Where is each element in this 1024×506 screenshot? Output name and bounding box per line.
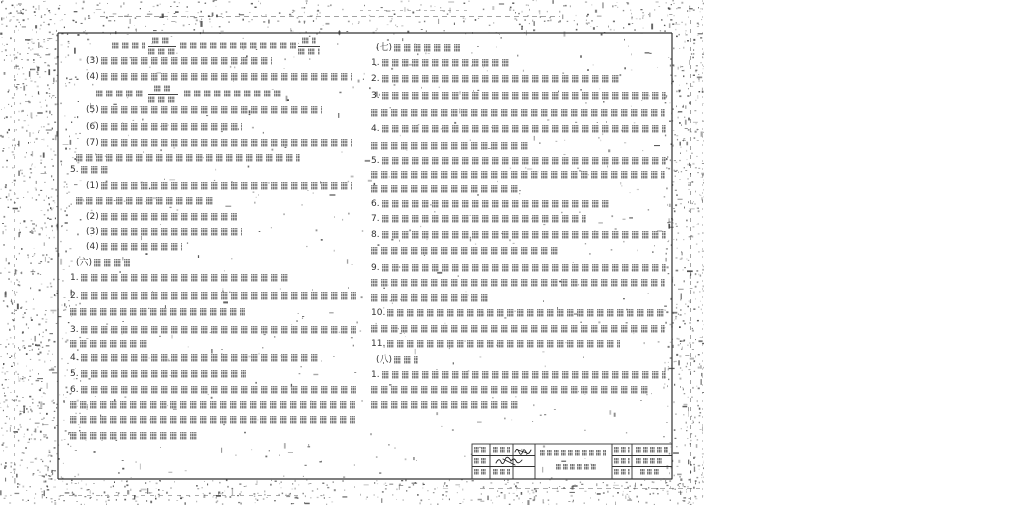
left-line (70, 431, 200, 441)
item-number: (3) (86, 56, 99, 66)
left-line (86, 242, 182, 252)
illegible-text (382, 371, 666, 379)
title-block-label (614, 458, 630, 464)
right-line (371, 385, 650, 395)
left-line (86, 138, 352, 148)
item-number: 5. (70, 165, 79, 175)
illegible-text (81, 292, 356, 300)
title-block-name (493, 469, 510, 475)
illegible-text (382, 59, 511, 67)
illegible-text (101, 123, 242, 131)
item-number: 8. (371, 230, 380, 240)
illegible-text (382, 264, 666, 272)
right-line (371, 184, 520, 194)
illegible-text (371, 325, 665, 333)
left-line (70, 400, 355, 410)
right-line (371, 400, 520, 410)
fraction-denominator (148, 96, 178, 103)
item-number: 11. (371, 339, 386, 349)
left-line (70, 339, 150, 349)
section-number: (六) (76, 258, 93, 268)
section-number: (七) (376, 43, 393, 53)
right-line (371, 199, 611, 209)
illegible-text (94, 259, 130, 267)
signature-checker (496, 457, 522, 465)
item-number: 7. (371, 214, 380, 224)
illegible-text (81, 370, 246, 378)
illegible-text (101, 139, 352, 147)
illegible-text (70, 401, 355, 409)
title-block-label (614, 447, 630, 453)
right-heading (376, 43, 460, 53)
illegible-text (101, 243, 182, 251)
illegible-text (101, 213, 237, 221)
right-line (371, 108, 665, 118)
illegible-text (394, 356, 418, 364)
signature-reviewer (515, 450, 531, 455)
item-number: 4. (371, 124, 380, 134)
item-number: 5. (371, 156, 380, 166)
illegible-text (371, 401, 520, 409)
item-number: 6. (371, 199, 380, 209)
right-line (371, 230, 666, 240)
right-line (371, 246, 560, 256)
item-number: (6) (86, 122, 99, 132)
illegible-text (382, 157, 666, 165)
illegible-text (371, 109, 665, 117)
item-number: 2. (70, 291, 79, 301)
illegible-text (371, 294, 490, 302)
fraction-denominator (298, 48, 320, 55)
illegible-text (96, 90, 146, 97)
illegible-text (81, 274, 291, 282)
item-number: 1. (70, 273, 79, 283)
left-line (70, 415, 355, 425)
illegible-text (101, 106, 322, 114)
right-line (371, 293, 490, 303)
right-line (371, 58, 511, 68)
item-number: (1) (86, 181, 99, 191)
left-line (76, 196, 215, 206)
illegible-text (101, 228, 242, 236)
title-block-label (474, 469, 488, 475)
illegible-text (76, 197, 215, 205)
left-line (76, 153, 300, 163)
drawing-title (540, 450, 606, 456)
page-number (640, 469, 660, 475)
right-line (371, 156, 666, 166)
item-number: (7) (86, 138, 99, 148)
fraction-bar (298, 46, 320, 47)
left-line (86, 212, 237, 222)
fraction-numerator (154, 85, 170, 92)
item-number: 4. (70, 353, 79, 363)
title-block-label (614, 469, 630, 475)
formula-line (108, 36, 328, 56)
right-line (371, 91, 666, 101)
illegible-text (371, 142, 530, 150)
illegible-text (101, 182, 352, 190)
left-line (86, 105, 322, 115)
illegible-text (101, 73, 352, 81)
fraction-bar (148, 46, 176, 47)
item-number: 2. (371, 74, 380, 84)
illegible-text (382, 125, 666, 133)
right-line (371, 324, 665, 334)
illegible-text (382, 92, 666, 100)
fraction-bar (148, 94, 178, 95)
left-line (86, 122, 242, 132)
illegible-text (387, 309, 665, 317)
item-number: 3. (70, 325, 79, 335)
right-line (371, 124, 666, 134)
left-line (70, 353, 321, 363)
right-heading (376, 355, 418, 365)
title-block-label (474, 458, 488, 464)
left-heading (70, 165, 109, 175)
fraction-denominator (148, 48, 176, 55)
illegible-text (70, 432, 200, 440)
item-number: (5) (86, 105, 99, 115)
left-line (86, 181, 352, 191)
item-number: 1. (371, 370, 380, 380)
illegible-text (371, 279, 665, 287)
illegible-text (70, 340, 150, 348)
illegible-text (394, 44, 460, 52)
left-heading (76, 258, 130, 268)
title-block-value (636, 458, 662, 464)
fraction-numerator (302, 37, 316, 44)
illegible-text (371, 386, 650, 394)
illegible-text (81, 386, 356, 394)
illegible-text (101, 57, 272, 65)
right-line (371, 214, 586, 224)
illegible-text (112, 42, 145, 49)
illegible-text (371, 171, 665, 179)
item-number: (4) (86, 242, 99, 252)
title-block-name (493, 447, 510, 453)
illegible-text (382, 215, 586, 223)
item-number: (3) (86, 227, 99, 237)
right-line (371, 339, 620, 349)
item-number: 5. (70, 369, 79, 379)
right-line (371, 308, 665, 318)
right-line (371, 74, 621, 84)
right-line (371, 278, 665, 288)
illegible-text (70, 308, 245, 316)
left-line (70, 307, 245, 317)
title-block-label (474, 447, 488, 453)
illegible-text (81, 326, 356, 334)
right-line (371, 370, 666, 380)
illegible-text (180, 42, 296, 49)
right-line (371, 141, 530, 151)
illegible-text (382, 231, 666, 239)
right-line (371, 263, 666, 273)
illegible-text (387, 340, 620, 348)
item-number: 3. (371, 91, 380, 101)
left-line (70, 369, 246, 379)
left-line (86, 227, 242, 237)
item-number: 10. (371, 308, 386, 318)
illegible-text (371, 185, 520, 193)
illegible-text (382, 75, 621, 83)
left-line (70, 291, 356, 301)
illegible-text (81, 166, 109, 174)
item-number: 6. (70, 385, 79, 395)
atlas-number (636, 447, 668, 453)
illegible-text (184, 90, 284, 97)
illegible-text (81, 354, 321, 362)
illegible-text (70, 416, 355, 424)
illegible-text (371, 247, 560, 255)
item-number: 1. (371, 58, 380, 68)
formula-line (92, 84, 287, 104)
illegible-text (382, 200, 611, 208)
left-line (70, 325, 356, 335)
item-number: (2) (86, 212, 99, 222)
left-line (70, 273, 291, 283)
left-line (86, 72, 352, 82)
right-line (371, 170, 665, 180)
item-number: 9. (371, 263, 380, 273)
left-line (86, 56, 272, 66)
section-number: (八) (376, 355, 393, 365)
left-line (70, 385, 356, 395)
illegible-text (76, 154, 300, 162)
fraction-numerator (152, 37, 170, 44)
drawing-subtitle (556, 464, 596, 470)
item-number: (4) (86, 72, 99, 82)
